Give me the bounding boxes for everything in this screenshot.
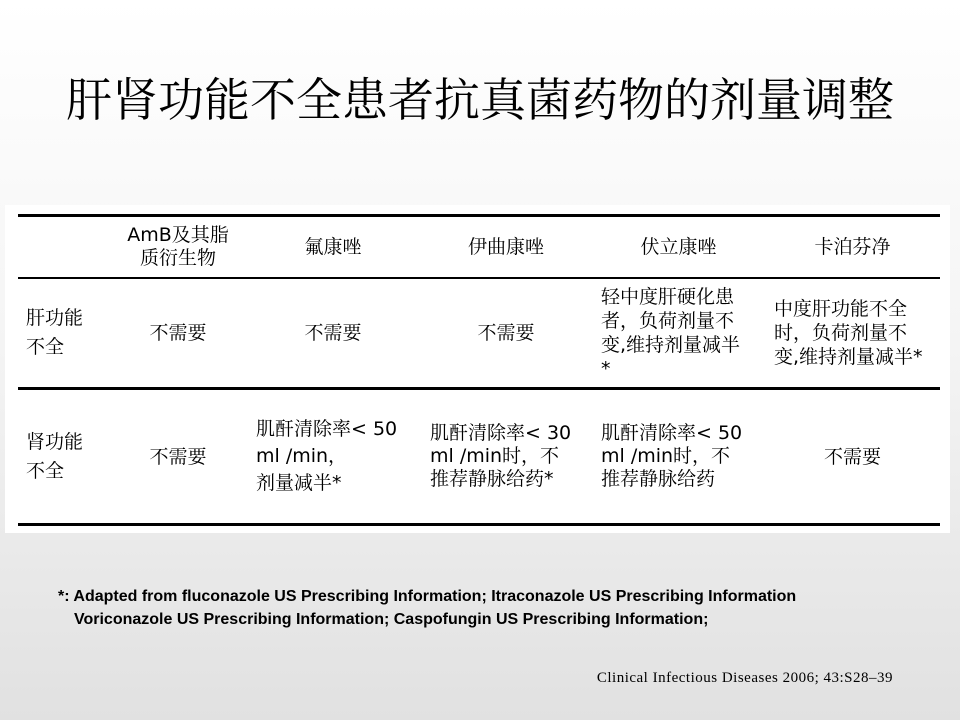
footnote xyxy=(58,585,796,631)
cell-line: 不需要 xyxy=(149,445,207,468)
header-cell-amb xyxy=(110,217,246,277)
header-line: AmB及其脂 xyxy=(127,224,229,246)
table-cell xyxy=(420,279,592,387)
table-cell xyxy=(110,390,246,523)
row-label-line: 肾功能 xyxy=(26,430,84,453)
cell-line: 变,维持剂量减半* xyxy=(774,346,923,368)
cell-line: ml /min时，不 xyxy=(601,445,731,467)
cell-line: 轻中度肝硬化患 xyxy=(601,286,735,308)
table-cell xyxy=(420,390,592,523)
header-line: 质衍生物 xyxy=(139,247,216,269)
cell-line: 不需要 xyxy=(304,322,362,344)
header-line: 卡泊芬净 xyxy=(814,236,891,258)
cell-line: 肌酐清除率< 30 xyxy=(430,422,572,444)
row-label-line: 不全 xyxy=(26,459,65,482)
footnote-line: Voriconazole US Prescribing Information; Caspofungin US Prescribing Information; xyxy=(74,611,709,628)
cell-line: 不需要 xyxy=(823,445,881,468)
cell-line: 肌酐清除率< 50 xyxy=(256,418,398,440)
header-cell-itraconazole xyxy=(420,217,592,277)
dosage-table xyxy=(18,214,940,526)
cell-line: 肌酐清除率< 50 xyxy=(601,422,743,444)
slide-title: 肝肾功能不全患者抗真菌药物的剂量调整 xyxy=(66,73,894,127)
header-cell-empty xyxy=(18,217,110,277)
cell-line: 不需要 xyxy=(477,322,535,344)
cell-line: 剂量减半* xyxy=(256,472,342,494)
cell-line: ml /min， xyxy=(256,445,348,467)
table-cell xyxy=(592,279,765,387)
table-header-row xyxy=(18,217,940,279)
table-panel xyxy=(5,205,950,533)
cell-line: 中度肝功能不全 xyxy=(774,298,908,320)
cell-line: 推荐静脉给药* xyxy=(430,468,554,490)
header-cell-fluconazole xyxy=(246,217,420,277)
cell-line: ml /min时，不 xyxy=(430,445,560,467)
row-label-hepatic xyxy=(18,279,110,387)
row-label-renal xyxy=(18,390,110,523)
table-cell xyxy=(765,279,940,387)
cell-line: 不需要 xyxy=(149,322,207,344)
cell-line: 推荐静脉给药 xyxy=(601,468,716,490)
header-cell-caspofungin xyxy=(765,217,940,277)
cell-line: 者，负荷剂量不 xyxy=(601,310,735,332)
footnote-line: *: Adapted from fluconazole US Prescribing Information; Itraconazole US Prescribing Information xyxy=(58,588,797,605)
table-cell xyxy=(110,279,246,387)
table-cell xyxy=(246,279,420,387)
cell-line: 变,维持剂量减半 xyxy=(601,334,741,356)
header-cell-voriconazole xyxy=(592,217,765,277)
cell-line: * xyxy=(601,358,611,380)
row-label-line: 不全 xyxy=(26,336,65,358)
table-row-hepatic xyxy=(18,279,940,390)
row-label-line: 肝功能 xyxy=(26,307,84,329)
table-cell xyxy=(765,390,940,523)
table-cell xyxy=(592,390,765,523)
table-cell xyxy=(246,390,420,523)
header-line: 氟康唑 xyxy=(304,236,362,258)
citation: Clinical Infectious Diseases 2006; 43:S28–39 xyxy=(596,670,893,686)
header-line: 伏立康唑 xyxy=(640,236,717,258)
header-line: 伊曲康唑 xyxy=(467,236,544,258)
cell-line: 时，负荷剂量不 xyxy=(774,322,908,344)
table-row-renal xyxy=(18,390,940,526)
